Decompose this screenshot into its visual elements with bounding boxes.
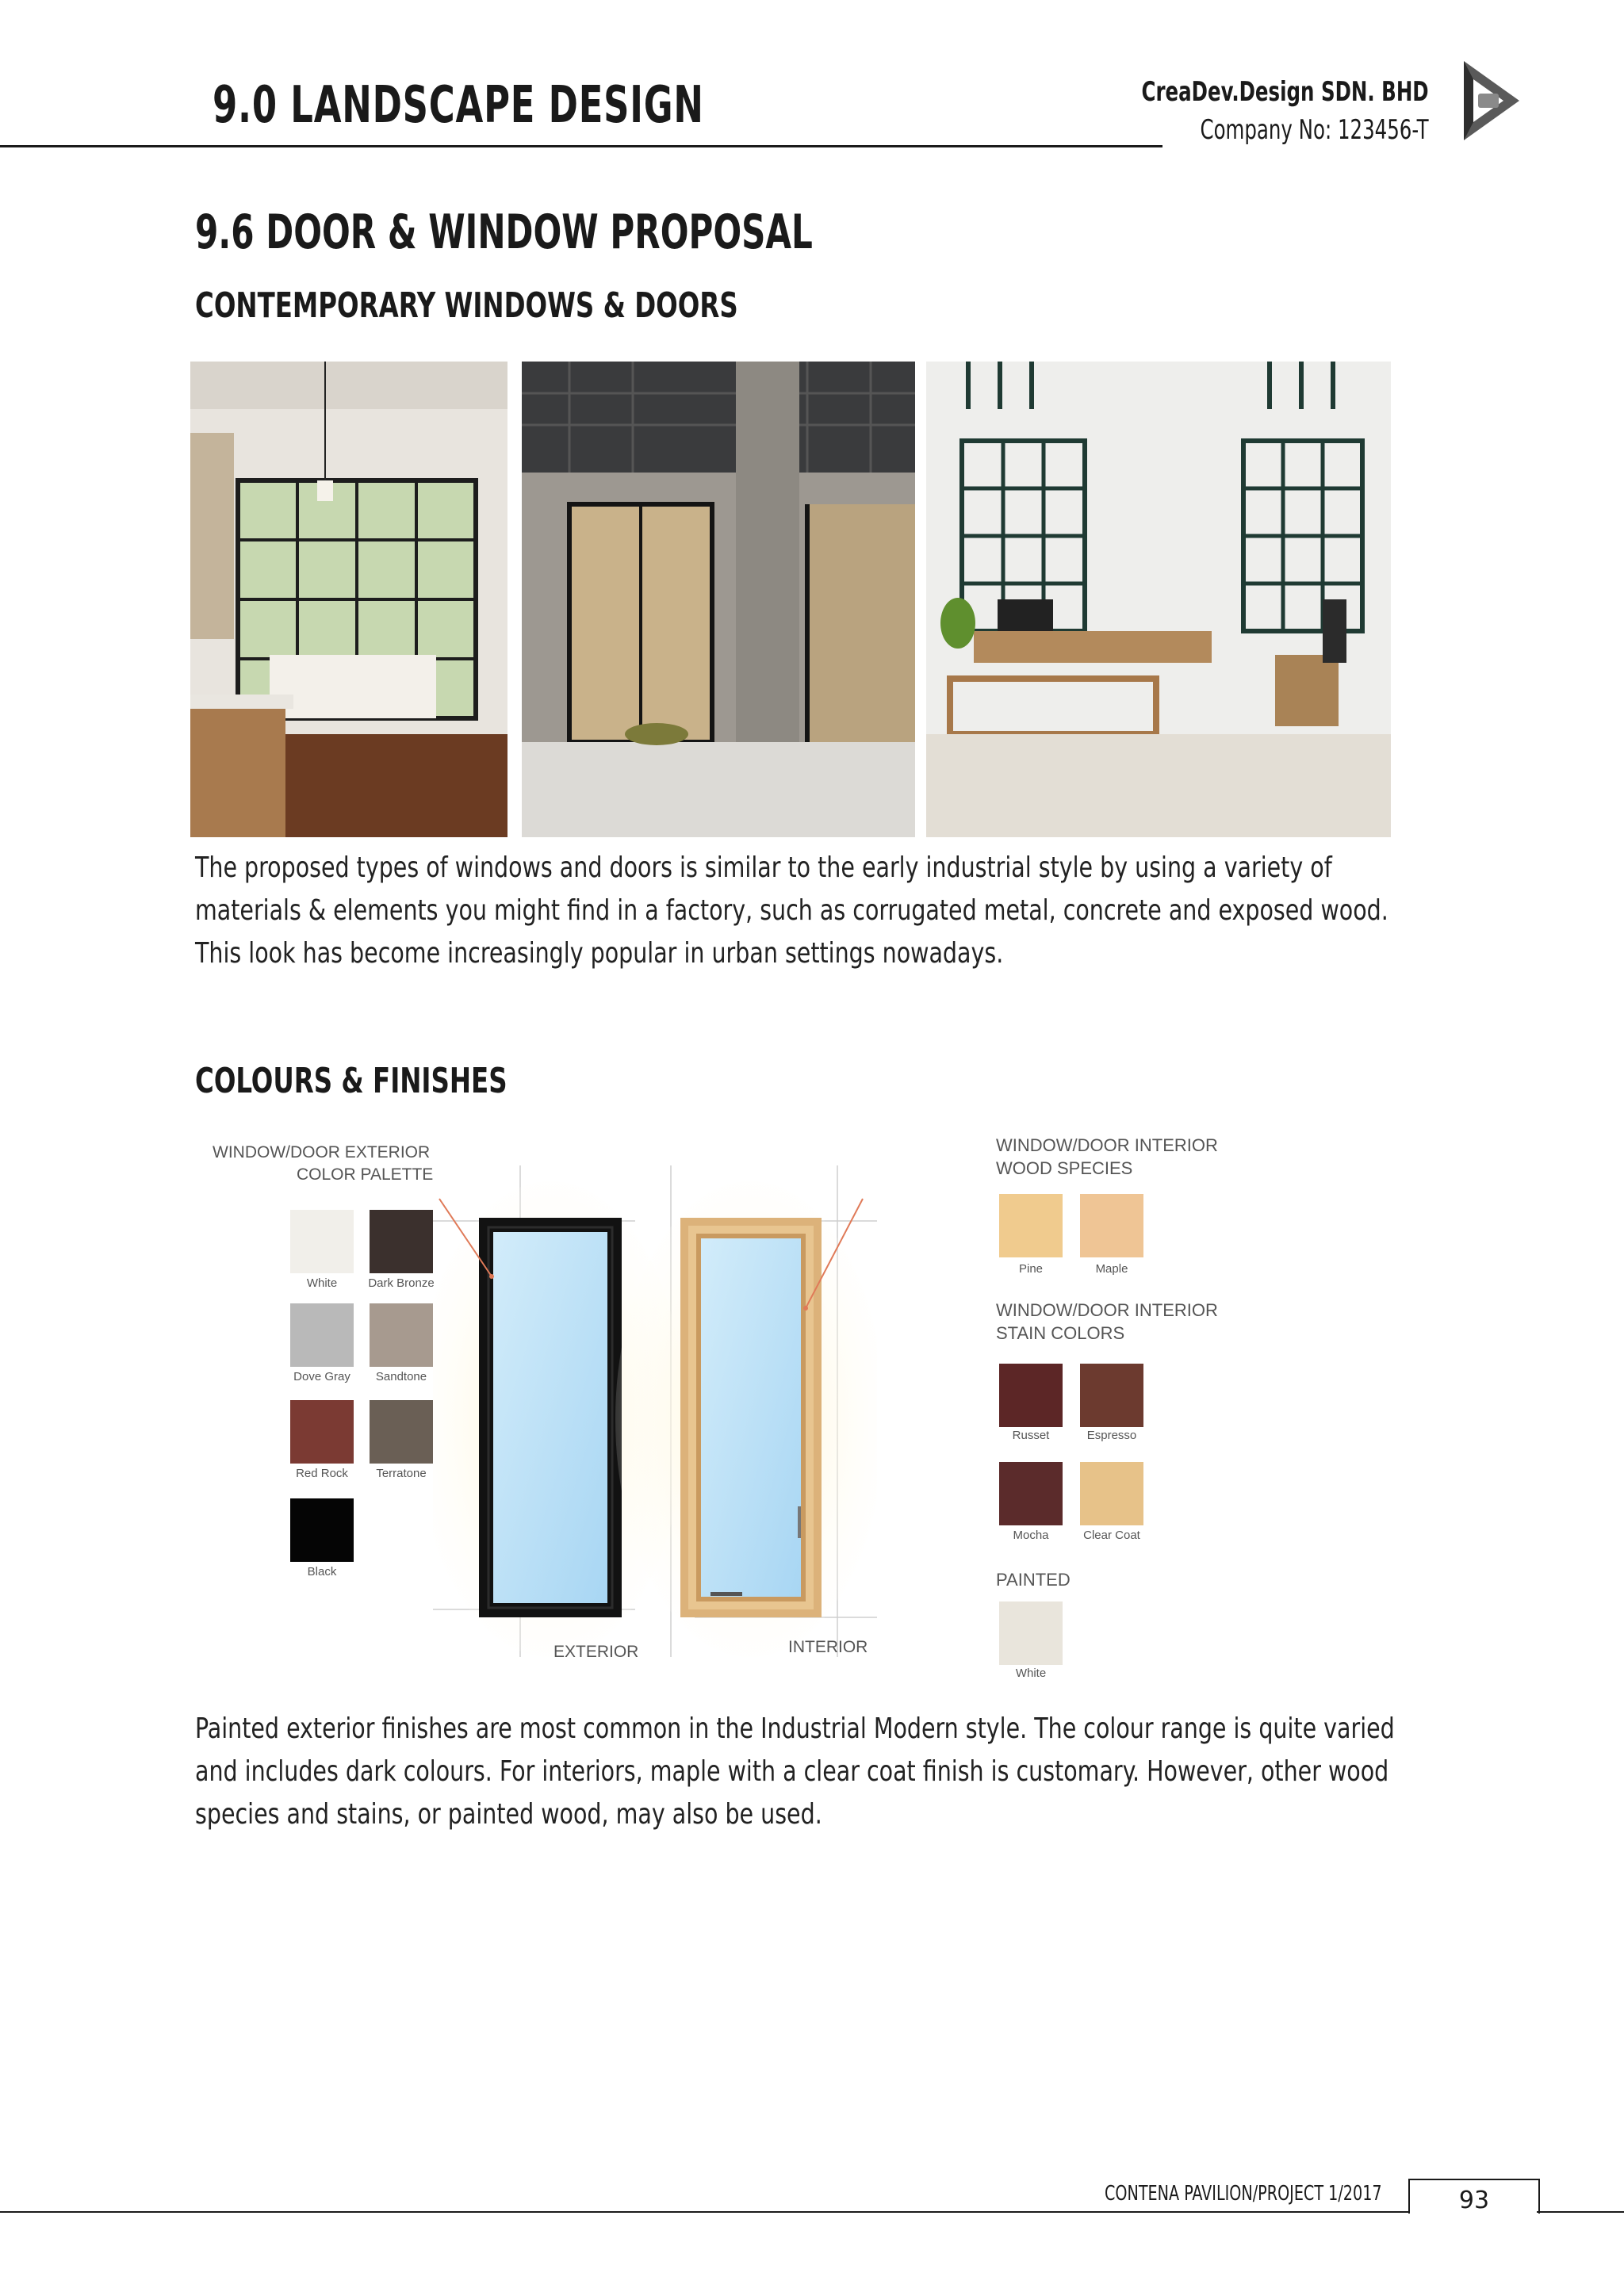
company-logo-icon [1456,57,1527,144]
interior-wood-title: WINDOW/DOOR INTERIOR WOOD SPECIES [996,1135,1218,1178]
window-frames-illustration [433,1134,877,1689]
photo-industrial-living-room [926,362,1391,837]
finishes-panel [195,1134,1226,1689]
stain-colors-title: WINDOW/DOOR INTERIOR STAIN COLORS [996,1300,1218,1343]
swatch-painted-white [999,1601,1063,1665]
swatch-black [290,1498,354,1562]
swatch-label: White [306,1276,338,1290]
swatch-red-rock [290,1400,354,1464]
finishes-heading: COLOURS & FINISHES [195,1061,508,1101]
company-number: Company No: 123456-T [1200,114,1429,146]
swatch-dark-bronze [370,1210,433,1273]
swatch-terratone [370,1400,433,1464]
photo-concrete-atrium [522,362,915,837]
swatch-label: Terratone [376,1467,427,1480]
swatch-maple [1080,1194,1143,1257]
swatch-label: Black [307,1565,337,1578]
swatch-label: Dove Gray [293,1370,350,1383]
swatch-clear-coat [1080,1462,1143,1525]
interior-caption: INTERIOR [788,1638,868,1656]
swatch-mocha [999,1462,1063,1525]
section-subtitle: CONTEMPORARY WINDOWS & DOORS [195,285,738,326]
document-title: 9.0 LANDSCAPE DESIGN [213,76,704,135]
swatch-label: Pine [1018,1262,1044,1276]
swatch-white [290,1210,354,1273]
swatch-label: Maple [1095,1262,1128,1276]
windows-description: The proposed types of windows and doors is similar to the early industrial style by using a variety of materials & elements you might find in a factory, such as corrugated metal, concrete and exposed wood. This look has become increasingly popular in urban settings nowadays. [195,851,1388,970]
section-title: 9.6 DOOR & WINDOW PROPOSAL [195,205,813,260]
swatch-label: Espresso [1086,1429,1137,1442]
swatch-label: Russet [1012,1429,1050,1442]
swatch-dove-gray [290,1303,354,1367]
company-name: CreaDev.Design SDN. BHD [1141,76,1429,108]
swatch-label: White [1015,1667,1047,1680]
swatch-label: Red Rock [296,1467,348,1480]
swatch-espresso [1080,1364,1143,1427]
footer-project: CONTENA PAVILION/PROJECT 1/2017 [1105,2182,1382,2206]
photo-dining-room [190,362,508,837]
swatch-russet [999,1364,1063,1427]
exterior-palette-subtitle: COLOR PALETTE [297,1165,434,1184]
footer-divider [0,2211,1408,2213]
exterior-palette-title: WINDOW/DOOR EXTERIOR [213,1143,431,1161]
swatch-pine [999,1194,1063,1257]
swatch-label: Mocha [1013,1529,1049,1542]
swatch-label: Clear Coat [1083,1529,1140,1542]
footer-divider-right [1537,2211,1624,2213]
finishes-description: Painted exterior finishes are most common in the Industrial Modern style. The colour range is quite varied and includes dark colours. For interiors, maple with a clear coat finish is customary. However, other wood species and stains, or painted wood, may also be used. [195,1712,1395,1831]
painted-title: PAINTED [996,1570,1071,1590]
page-number: 93 [1458,2187,1490,2214]
swatch-label: Dark Bronze [368,1276,435,1290]
exterior-caption: EXTERIOR [553,1643,639,1661]
header-divider [0,145,1162,147]
company-block [1142,76,1429,146]
swatch-sandtone [370,1303,433,1367]
swatch-label: Sandtone [375,1370,427,1383]
